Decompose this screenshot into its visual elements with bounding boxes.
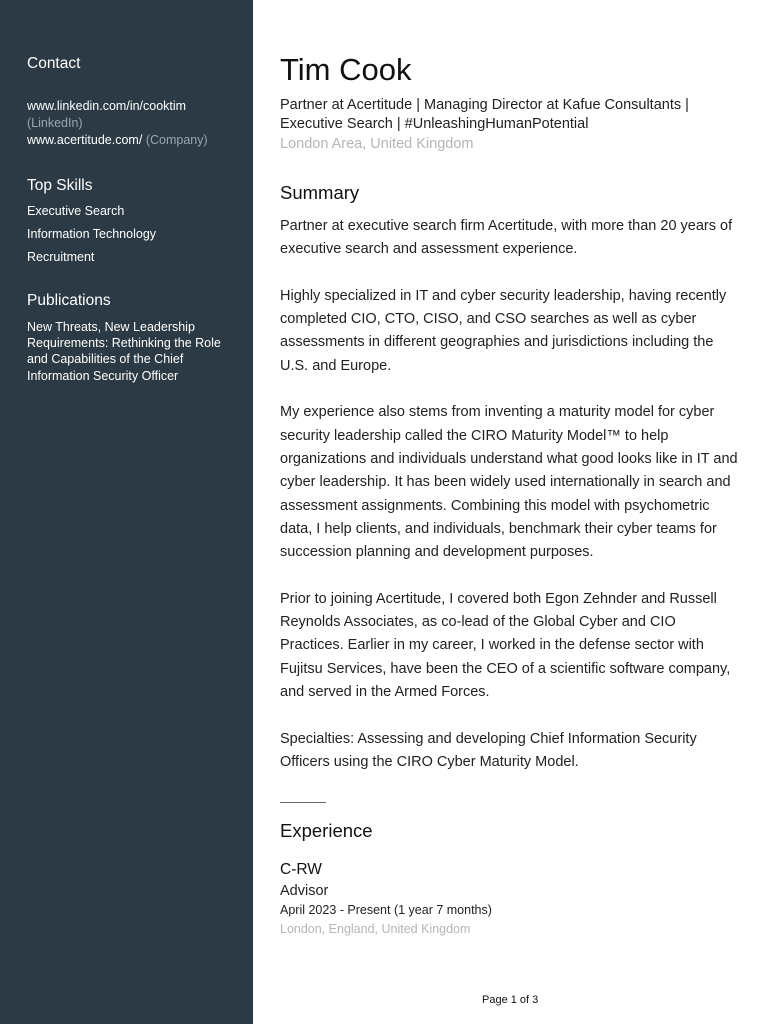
experience-heading: Experience [280, 820, 373, 841]
profile-location: London Area, United Kingdom [280, 136, 474, 152]
summary-body [280, 215, 742, 797]
publications-heading: Publications [27, 292, 111, 309]
skill-item: Information Technology [27, 227, 157, 241]
skills-list [27, 200, 237, 269]
linkedin-link[interactable]: www.linkedin.com/in/cooktim [27, 99, 187, 113]
publication-item: New Threats, New Leadership Requirements: Rethinking the Role and Capabilities of the Chief Information Security Officer [27, 320, 221, 383]
summary-heading: Summary [280, 182, 360, 203]
sidebar [0, 0, 253, 1024]
linkedin-label: (LinkedIn) [27, 116, 83, 130]
profile-headline: Partner at Acertitude | Managing Director at Kafue Consultants | Executive Search | #UnleashingHumanPotential [280, 97, 689, 132]
page-number: Page 1 of 3 [482, 994, 539, 1006]
skill-item: Recruitment [27, 250, 95, 264]
summary-paragraph: Prior to joining Acertitude, I covered both Egon Zehnder and Russell Reynolds Associates, as co-lead of the Global Cyber and CIO Practices. Earlier in my career, I worked in the defense sector with Fujitsu Services, have been the CEO of a scientific software company, and served in the Armed Forces. [280, 590, 731, 700]
publications-section [27, 292, 232, 384]
experience-company: C-RW [280, 861, 322, 878]
experience-title: Advisor [280, 883, 329, 899]
summary-paragraph: Specialties: Assessing and developing Chief Information Security Officers using the CIRO Cyber Maturity Model. [280, 730, 697, 770]
profile-name: Tim Cook [280, 52, 412, 87]
company-contact [27, 132, 237, 149]
experience-location: London, England, United Kingdom [280, 922, 471, 936]
section-divider [280, 802, 326, 803]
summary-paragraph: Highly specialized in IT and cyber security leadership, having recently completed CIO, CTO, CISO, and CSO searches as well as cyber assessments in different geographies and jurisdictions including the U.S. and Europe. [280, 287, 727, 374]
summary-paragraph: Partner at executive search firm Acertitude, with more than 20 years of executive search and assessment experience. [280, 218, 733, 258]
linkedin-contact [27, 98, 237, 132]
experience-dates: April 2023 - Present (1 year 7 months) [280, 903, 492, 917]
skills-section [27, 177, 237, 269]
skill-item: Executive Search [27, 204, 125, 218]
company-label: (Company) [145, 133, 208, 147]
skills-heading: Top Skills [27, 177, 93, 194]
summary-paragraph: My experience also stems from inventing a maturity model for cyber security leadership called the CIRO Maturity Model™ to help organizations and individuals understand what good looks like in IT and cyber leadership. It has been widely used internationally in search and assessment assignments. Combining this model with psychometric data, I help clients, and individuals, benchmark their cyber teams for succession planning and development purposes. [280, 404, 738, 561]
contact-section [27, 55, 237, 149]
contact-heading: Contact [27, 55, 81, 72]
company-link[interactable]: www.acertitude.com/ [27, 133, 143, 147]
